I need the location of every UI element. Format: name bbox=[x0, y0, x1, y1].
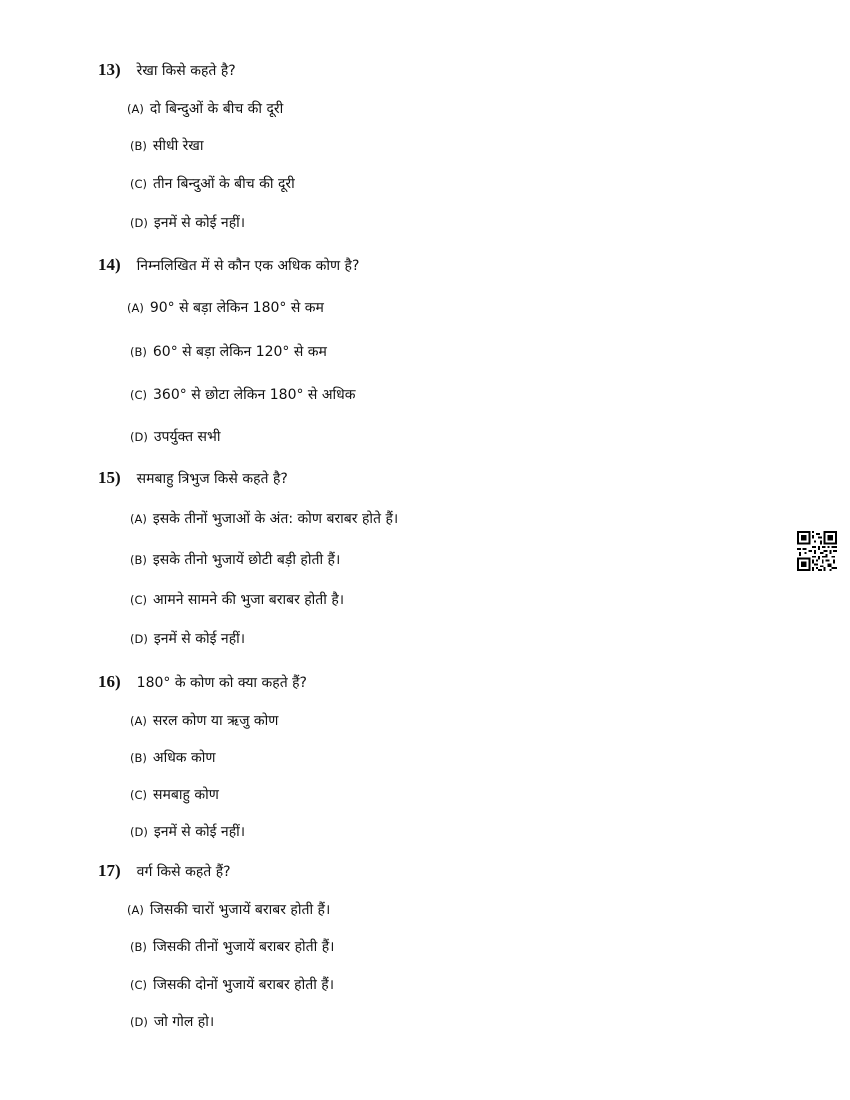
option-17-a bbox=[127, 900, 330, 919]
option-17-c bbox=[130, 975, 334, 994]
option-label: (A) bbox=[130, 512, 147, 526]
question-number: 14) bbox=[98, 255, 121, 274]
option-text: सीधी रेखा bbox=[152, 138, 204, 154]
option-label: (D) bbox=[130, 216, 148, 230]
option-text: इसके तीनों भुजाओं के अंत: कोण बराबर होते हैं। bbox=[152, 511, 399, 527]
option-label: (C) bbox=[130, 978, 148, 992]
option-14-b bbox=[130, 342, 327, 361]
option-text: जिसकी तीनों भुजायें बराबर होती हैं। bbox=[152, 939, 335, 955]
option-16-b bbox=[130, 748, 216, 767]
option-label: (A) bbox=[127, 102, 144, 116]
option-13-a bbox=[127, 99, 283, 118]
option-text: इनमें से कोई नहीं। bbox=[153, 824, 246, 840]
option-17-b bbox=[130, 937, 334, 956]
option-label: (B) bbox=[130, 751, 147, 765]
option-label: (D) bbox=[130, 1015, 148, 1029]
option-label: (C) bbox=[130, 177, 148, 191]
question-text: 180° के कोण को क्या कहते हैं? bbox=[136, 675, 307, 691]
option-label: (B) bbox=[130, 345, 147, 359]
option-label: (B) bbox=[130, 940, 147, 954]
question-17 bbox=[98, 861, 231, 881]
option-16-a bbox=[130, 711, 278, 730]
option-text: दो बिन्दुओं के बीच की दूरी bbox=[149, 101, 284, 117]
option-label: (D) bbox=[130, 632, 148, 646]
question-15 bbox=[98, 468, 288, 488]
option-label: (D) bbox=[130, 825, 148, 839]
question-13 bbox=[98, 60, 236, 80]
option-text: 360° से छोटा लेकिन 180° से अधिक bbox=[153, 387, 356, 403]
question-number: 16) bbox=[98, 672, 121, 691]
option-16-d bbox=[130, 822, 245, 841]
option-text: इनमें से कोई नहीं। bbox=[153, 215, 246, 231]
option-17-d bbox=[130, 1012, 214, 1031]
question-16 bbox=[98, 672, 307, 692]
option-16-c bbox=[130, 785, 219, 804]
option-text: सरल कोण या ऋजु कोण bbox=[152, 713, 279, 729]
option-15-d bbox=[130, 629, 245, 648]
option-text: आमने सामने की भुजा बराबर होती है। bbox=[153, 592, 345, 608]
question-text: रेखा किसे कहते है? bbox=[136, 63, 236, 79]
option-text: उपर्युक्त सभी bbox=[153, 429, 221, 445]
question-14 bbox=[98, 255, 359, 275]
option-text: अधिक कोण bbox=[152, 750, 216, 766]
option-text: जिसकी दोनों भुजायें बराबर होती हैं। bbox=[153, 977, 335, 993]
question-text: वर्ग किसे कहते हैं? bbox=[136, 864, 231, 880]
option-text: इसके तीनो भुजायें छोटी बड़ी होती हैं। bbox=[152, 552, 341, 568]
option-14-a bbox=[127, 298, 324, 317]
option-13-b bbox=[130, 136, 203, 155]
qr-code-icon bbox=[797, 531, 837, 571]
option-label: (A) bbox=[127, 301, 144, 315]
question-number: 17) bbox=[98, 861, 121, 880]
option-13-d bbox=[130, 213, 245, 232]
option-text: 90° से बड़ा लेकिन 180° से कम bbox=[149, 300, 324, 316]
option-15-b bbox=[130, 550, 340, 569]
option-14-c bbox=[130, 385, 356, 404]
option-text: 60° से बड़ा लेकिन 120° से कम bbox=[152, 344, 327, 360]
option-label: (C) bbox=[130, 593, 148, 607]
question-text: समबाहु त्रिभुज किसे कहते है? bbox=[136, 471, 288, 487]
option-13-c bbox=[130, 174, 295, 193]
option-text: जो गोल हो। bbox=[153, 1014, 215, 1030]
option-label: (B) bbox=[130, 553, 147, 567]
option-text: इनमें से कोई नहीं। bbox=[153, 631, 246, 647]
option-15-c bbox=[130, 590, 344, 609]
option-text: जिसकी चारों भुजायें बराबर होती हैं। bbox=[149, 902, 331, 918]
option-label: (D) bbox=[130, 430, 148, 444]
option-label: (A) bbox=[130, 714, 147, 728]
option-text: समबाहु कोण bbox=[153, 787, 219, 803]
option-label: (B) bbox=[130, 139, 147, 153]
option-label: (C) bbox=[130, 388, 148, 402]
option-15-a bbox=[130, 509, 398, 528]
option-14-d bbox=[130, 427, 220, 446]
option-text: तीन बिन्दुओं के बीच की दूरी bbox=[153, 176, 295, 192]
question-number: 15) bbox=[98, 468, 121, 487]
question-number: 13) bbox=[98, 60, 121, 79]
question-text: निम्नलिखित में से कौन एक अधिक कोण है? bbox=[136, 258, 360, 274]
option-label: (A) bbox=[127, 903, 144, 917]
option-label: (C) bbox=[130, 788, 148, 802]
